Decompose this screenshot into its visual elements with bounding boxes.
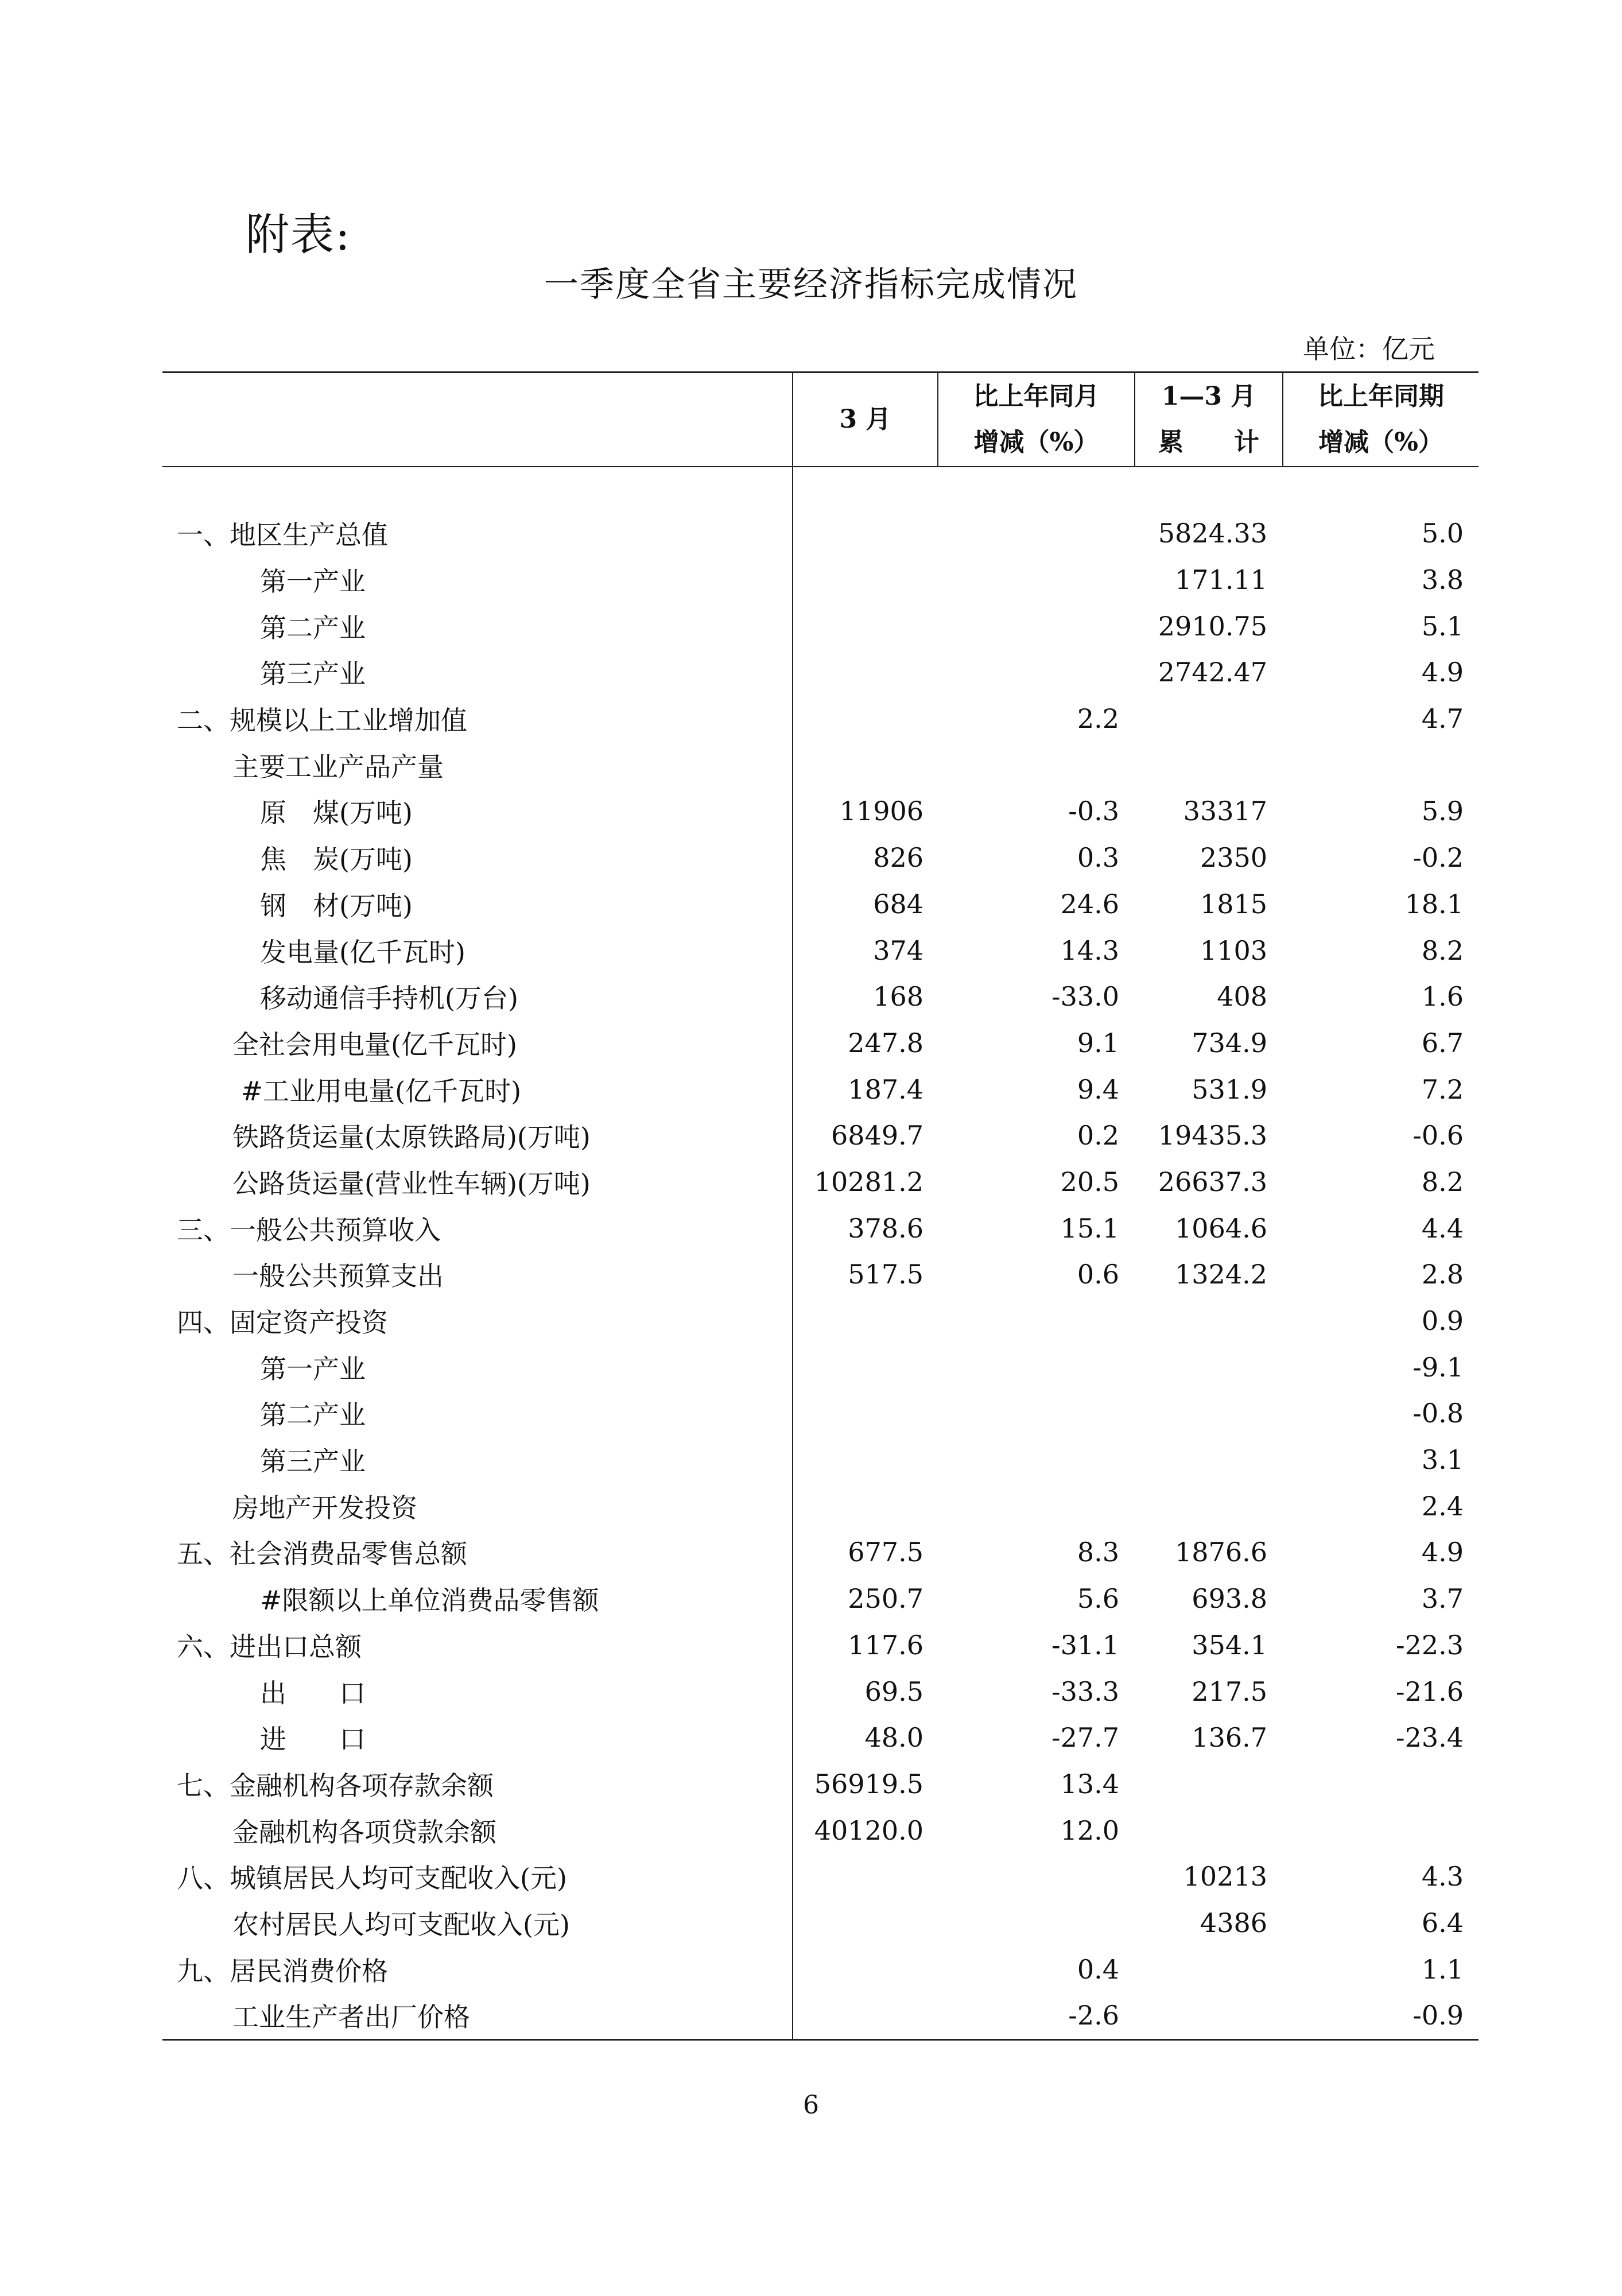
row-value-3: 217.5: [1192, 1676, 1267, 1707]
table-row: [162, 1900, 1479, 1946]
row-value-1: 378.6: [848, 1212, 923, 1244]
row-value-2: 15.1: [1060, 1212, 1119, 1244]
row-value-3: [1134, 1437, 1282, 1483]
row-value-3: 136.7: [1192, 1722, 1267, 1754]
row-value-1: 56919.5: [814, 1768, 923, 1799]
row-value-3: [1134, 742, 1282, 788]
row-value-3: 4386: [1200, 1907, 1267, 1938]
row-value-1: 826: [873, 842, 923, 874]
row-label: 出 口: [260, 1677, 366, 1709]
row-value-2: -33.3: [1051, 1676, 1119, 1707]
row-value-4: 3.8: [1421, 564, 1464, 596]
row-value-2: 14.3: [1060, 934, 1119, 966]
table-row: [162, 1761, 1479, 1808]
row-value-1: 677.5: [848, 1537, 923, 1568]
row-label: 一般公共预算支出: [232, 1261, 444, 1292]
row-value-2: [937, 510, 1134, 557]
row-value-3: 354.1: [1192, 1629, 1267, 1661]
row-value-2: 13.4: [1060, 1768, 1119, 1799]
table-row: [162, 1251, 1479, 1298]
row-value-1: 6849.7: [831, 1120, 923, 1151]
row-value-3: 10213: [1183, 1861, 1267, 1892]
header-march-label: 3 月: [839, 405, 891, 434]
row-label: 金融机构各项贷款余额: [232, 1816, 496, 1848]
row-value-4: [1282, 742, 1479, 788]
row-value-1: 11906: [839, 796, 923, 827]
header-march: [792, 373, 937, 466]
header-yoy-month: [937, 373, 1134, 466]
row-value-3: 734.9: [1192, 1027, 1267, 1058]
row-value-2: 0.6: [1077, 1259, 1119, 1290]
row-value-1: [792, 1298, 937, 1344]
table-row: [162, 788, 1479, 835]
row-value-1: 517.5: [848, 1259, 923, 1290]
row-value-3: [1134, 1483, 1282, 1529]
row-value-1: 117.6: [848, 1629, 923, 1661]
row-value-2: 0.4: [1077, 1953, 1119, 1985]
row-value-4: 1.1: [1421, 1953, 1464, 1985]
row-value-2: [937, 1437, 1134, 1483]
row-value-2: [937, 1483, 1134, 1529]
row-value-2: 2.2: [1077, 703, 1119, 735]
row-value-4: 1.6: [1421, 981, 1464, 1013]
row-label: 第二产业: [260, 612, 366, 643]
row-value-4: 3.7: [1421, 1583, 1464, 1615]
row-value-2: 8.3: [1077, 1537, 1119, 1568]
row-label: 六、进出口总额: [177, 1631, 362, 1662]
row-label: 进 口: [260, 1724, 366, 1755]
row-label: 移动通信手持机(万台): [260, 983, 518, 1014]
row-value-4: 7.2: [1421, 1073, 1464, 1105]
row-value-1: [792, 603, 937, 649]
row-value-3: [1134, 1946, 1282, 1992]
row-value-3: [1134, 1807, 1282, 1853]
table-row: [162, 1668, 1479, 1715]
row-value-2: -2.6: [1068, 2000, 1119, 2031]
row-value-4: 5.1: [1421, 610, 1464, 642]
table-row: [162, 603, 1479, 649]
row-label: 一、地区生产总值: [177, 519, 388, 551]
row-value-4: -0.6: [1413, 1120, 1464, 1151]
row-label: 房地产开发投资: [232, 1492, 417, 1523]
row-value-2: -33.0: [1051, 981, 1119, 1013]
row-value-4: -0.8: [1413, 1398, 1464, 1429]
row-value-4: -9.1: [1413, 1351, 1464, 1383]
row-value-1: [792, 557, 937, 603]
row-value-3: 408: [1217, 981, 1267, 1013]
row-value-3: 531.9: [1192, 1073, 1267, 1105]
header-yoy-month-line1: 比上年同月: [973, 382, 1100, 411]
table-row: [162, 1112, 1479, 1159]
row-value-2: -31.1: [1051, 1629, 1119, 1661]
row-value-4: 8.2: [1421, 1166, 1464, 1197]
table-row: [162, 1205, 1479, 1251]
header-cumulative-line2: 累 计: [1158, 428, 1259, 457]
row-value-2: [937, 1298, 1134, 1344]
row-label: 钢 材(万吨): [260, 890, 413, 921]
table-row: [162, 1946, 1479, 1992]
row-value-4: [1282, 1807, 1479, 1853]
row-value-1: 10281.2: [814, 1166, 923, 1197]
table-row: [162, 1576, 1479, 1622]
table-row: [162, 1807, 1479, 1853]
row-label: #工业用电量(亿千瓦时): [232, 1075, 522, 1107]
row-value-4: 4.3: [1421, 1861, 1464, 1892]
table-row: [162, 1298, 1479, 1344]
row-value-1: 69.5: [864, 1676, 923, 1707]
row-label: 八、城镇居民人均可支配收入(元): [177, 1863, 567, 1894]
row-label: 九、居民消费价格: [177, 1955, 388, 1987]
table-row: [162, 1853, 1479, 1900]
table-header: [162, 373, 1479, 467]
appendix-label: 附表:: [246, 209, 351, 260]
row-value-4: -22.3: [1396, 1629, 1464, 1661]
row-value-2: [937, 1390, 1134, 1437]
header-yoy-month-line2: 增减（%）: [973, 428, 1099, 457]
row-value-1: [792, 696, 937, 742]
row-value-1: [792, 1483, 937, 1529]
table-row: [162, 1992, 1479, 2039]
table-row: [162, 1622, 1479, 1669]
row-value-1: 374: [873, 934, 923, 966]
row-label: 发电量(亿千瓦时): [260, 936, 465, 968]
row-label: 三、一般公共预算收入: [177, 1214, 441, 1246]
row-label: 七、金融机构各项存款余额: [177, 1770, 494, 1801]
row-value-2: [937, 1900, 1134, 1946]
table-row: [162, 742, 1479, 788]
row-value-2: 5.6: [1077, 1583, 1119, 1615]
row-value-4: -23.4: [1396, 1722, 1464, 1754]
row-value-2: 9.4: [1077, 1073, 1119, 1105]
row-value-4: 6.4: [1421, 1907, 1464, 1938]
header-yoy-period-line1: 比上年同期: [1318, 382, 1444, 411]
table-row: [162, 1066, 1479, 1112]
row-label: 第一产业: [260, 566, 366, 598]
row-label: 原 煤(万吨): [260, 797, 413, 829]
table-row: [162, 1437, 1479, 1483]
row-value-4: 8.2: [1421, 934, 1464, 966]
row-label: #限额以上单位消费品零售额: [260, 1585, 599, 1616]
row-label: 第一产业: [260, 1353, 366, 1384]
row-value-1: [792, 1390, 937, 1437]
row-value-2: -0.3: [1068, 796, 1119, 827]
column-divider: [792, 467, 793, 2039]
row-value-4: 4.9: [1421, 657, 1464, 688]
row-value-1: [792, 1900, 937, 1946]
row-value-4: 0.9: [1421, 1305, 1464, 1337]
row-label: 焦 炭(万吨): [260, 844, 413, 875]
row-value-3: 2742.47: [1158, 657, 1267, 688]
row-value-1: [792, 1992, 937, 2039]
row-value-4: -0.9: [1413, 2000, 1464, 2031]
table-row: [162, 927, 1479, 974]
row-value-4: -21.6: [1396, 1676, 1464, 1707]
row-label: 主要工业产品产量: [232, 751, 444, 782]
row-value-2: 9.1: [1077, 1027, 1119, 1058]
row-value-3: 1876.6: [1175, 1537, 1267, 1568]
row-label: 第二产业: [260, 1399, 366, 1431]
table-row: [162, 510, 1479, 557]
row-value-4: 2.4: [1421, 1490, 1464, 1522]
row-value-1: [792, 1437, 937, 1483]
row-value-1: [792, 1853, 937, 1900]
row-value-2: [937, 1344, 1134, 1390]
row-label: 全社会用电量(亿千瓦时): [232, 1029, 517, 1060]
row-label: 农村居民人均可支配收入(元): [232, 1909, 570, 1940]
table-row: [162, 1020, 1479, 1066]
row-value-2: [937, 603, 1134, 649]
indicator-table: [162, 371, 1479, 2041]
row-value-3: [1134, 1344, 1282, 1390]
row-value-3: 1103: [1200, 934, 1267, 966]
row-value-4: 5.9: [1421, 796, 1464, 827]
header-cumulative-line1: 1—3 月: [1161, 382, 1256, 411]
row-value-4: 5.0: [1421, 518, 1464, 549]
row-value-2: [937, 742, 1134, 788]
row-value-2: [937, 649, 1134, 696]
row-value-1: [792, 1344, 937, 1390]
row-value-1: 40120.0: [814, 1814, 923, 1846]
row-value-3: 1815: [1200, 888, 1267, 920]
row-label: 公路货运量(营业性车辆)(万吨): [232, 1168, 591, 1199]
row-label: 工业生产者出厂价格: [232, 2002, 470, 2033]
row-label: 铁路货运量(太原铁路局)(万吨): [232, 1122, 591, 1153]
table-row: [162, 557, 1479, 603]
page-title: 一季度全省主要经济指标完成情况: [544, 265, 1078, 305]
row-value-2: 12.0: [1060, 1814, 1119, 1846]
table-body: [162, 467, 1479, 2039]
row-value-3: 1324.2: [1175, 1259, 1267, 1290]
row-value-4: [1282, 1761, 1479, 1808]
row-value-3: 33317: [1183, 796, 1267, 827]
table-row: [162, 1344, 1479, 1390]
row-value-3: [1134, 1992, 1282, 2039]
row-value-1: [792, 510, 937, 557]
row-value-1: 684: [873, 888, 923, 920]
row-value-1: [792, 1946, 937, 1992]
table-row: [162, 1483, 1479, 1529]
table-row: [162, 881, 1479, 928]
row-value-2: -27.7: [1051, 1722, 1119, 1754]
table-row: [162, 696, 1479, 742]
table-row: [162, 1159, 1479, 1205]
row-value-4: 6.7: [1421, 1027, 1464, 1058]
row-value-3: 171.11: [1175, 564, 1267, 596]
table-row: [162, 1715, 1479, 1761]
row-value-3: 26637.3: [1158, 1166, 1267, 1197]
row-value-2: 24.6: [1060, 888, 1119, 920]
row-value-3: 2350: [1200, 842, 1267, 874]
row-value-1: 250.7: [848, 1583, 923, 1615]
table-row: [162, 1529, 1479, 1576]
header-cumulative: [1134, 373, 1282, 466]
row-value-2: [937, 1853, 1134, 1900]
row-value-2: 0.2: [1077, 1120, 1119, 1151]
row-value-4: 4.9: [1421, 1537, 1464, 1568]
table-row: [162, 835, 1479, 881]
row-label: 第三产业: [260, 658, 366, 690]
row-value-1: 168: [873, 981, 923, 1013]
header-indicator-cell: [162, 373, 792, 466]
row-value-3: 693.8: [1192, 1583, 1267, 1615]
row-value-1: 247.8: [848, 1027, 923, 1058]
row-label: 五、社会消费品零售总额: [177, 1538, 467, 1570]
table-row: [162, 974, 1479, 1020]
row-value-3: 2910.75: [1158, 610, 1267, 642]
table-row: [162, 649, 1479, 696]
row-value-1: [792, 742, 937, 788]
row-value-3: [1134, 1390, 1282, 1437]
row-value-3: 19435.3: [1158, 1120, 1267, 1151]
unit-label: 单位：亿元: [1303, 333, 1435, 364]
row-value-2: 0.3: [1077, 842, 1119, 874]
row-value-4: 2.8: [1421, 1259, 1464, 1290]
row-value-3: [1134, 696, 1282, 742]
row-value-1: [792, 649, 937, 696]
row-value-4: -0.2: [1413, 842, 1464, 874]
row-value-3: 1064.6: [1175, 1212, 1267, 1244]
row-value-4: 3.1: [1421, 1444, 1464, 1476]
header-yoy-period-line2: 增减（%）: [1318, 428, 1443, 457]
page-number: 6: [803, 2091, 819, 2120]
row-label: 第三产业: [260, 1446, 366, 1477]
header-yoy-period: [1282, 373, 1479, 466]
row-value-2: [937, 557, 1134, 603]
row-value-3: 5824.33: [1158, 518, 1267, 549]
row-value-3: [1134, 1761, 1282, 1808]
row-value-4: 4.7: [1421, 703, 1464, 735]
row-label: 二、规模以上工业增加值: [177, 705, 467, 736]
row-value-2: 20.5: [1060, 1166, 1119, 1197]
row-label: 四、固定资产投资: [177, 1307, 388, 1339]
row-value-4: 18.1: [1404, 888, 1464, 920]
row-value-4: 4.4: [1421, 1212, 1464, 1244]
row-value-3: [1134, 1298, 1282, 1344]
table-row: [162, 1390, 1479, 1437]
row-value-1: 187.4: [848, 1073, 923, 1105]
row-value-1: 48.0: [864, 1722, 923, 1754]
